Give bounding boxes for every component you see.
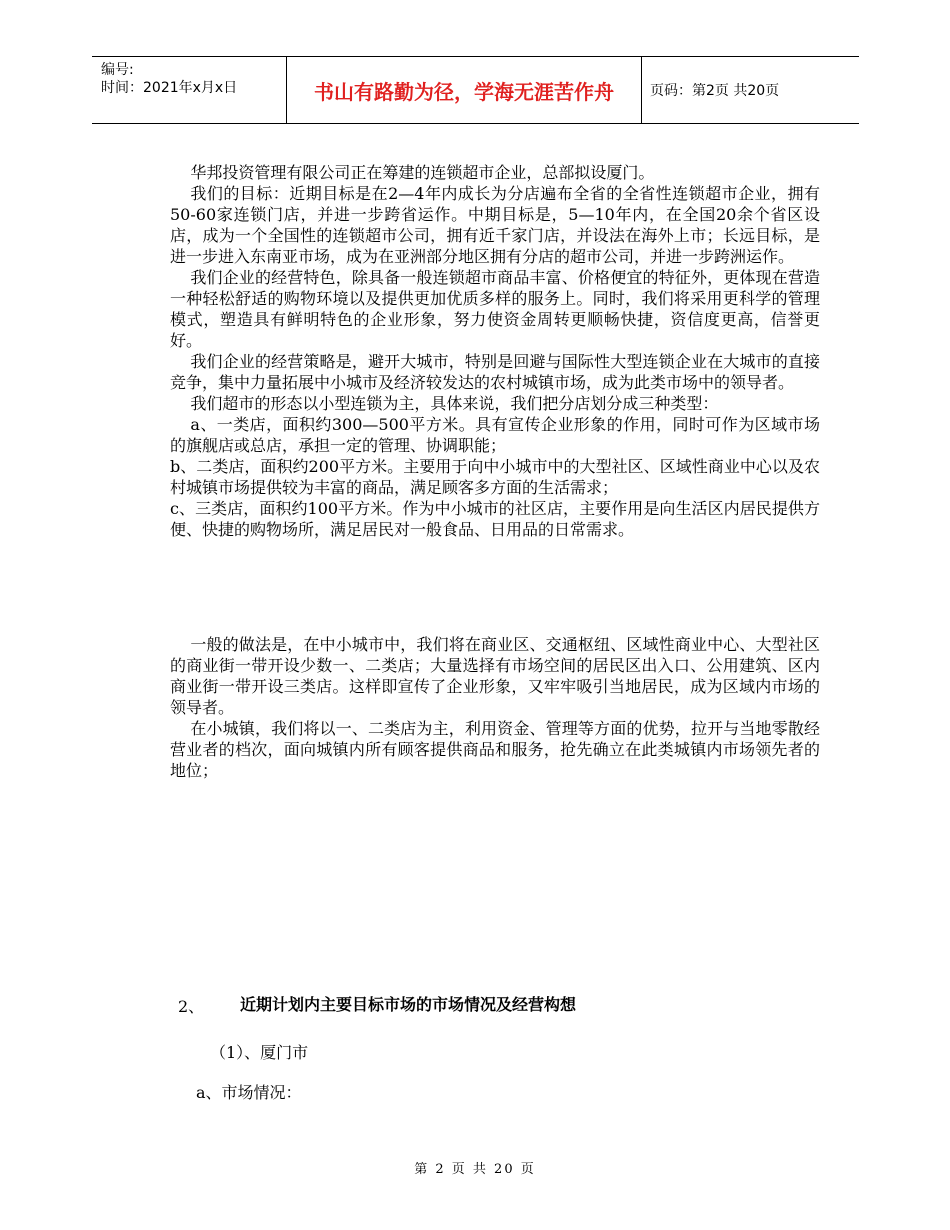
header-motto: 书山有路勤为径，学海无涯苦作舟 bbox=[314, 79, 614, 104]
paragraph-small-towns: 在小城镇，我们将以一、二类店为主，利用资金、管理等方面的优势，拉开与当地零散经营业者的档次，面向城镇内所有顾客提供商品和服务，抢先确立在此类城镇内市场领先者的地位； bbox=[170, 719, 820, 780]
document-body-continued bbox=[170, 634, 820, 781]
paragraph-goals: 我们的目标：近期目标是在2—4年内成长为分店遍布全省的全省性连锁超市企业，拥有50-60家连锁门店，并进一步跨省运作。中期目标是，5—10年内，在全国20余个省区设店，成为一个全国性的连锁超市公司，拥有近千家门店，并设法在海外上市；长远目标，是进一步进入东南亚市场，成为在亚洲部分地区拥有分店的超市公司，并进一步跨洲运作。 bbox=[170, 184, 820, 266]
subsection-title: （1）、厦门市 bbox=[210, 1043, 309, 1062]
header-page-info: 页码：第2页 共20页 bbox=[650, 83, 780, 99]
header-meta-cell bbox=[92, 57, 287, 123]
footer-page-number: 第 2 页 共 20 页 bbox=[414, 1162, 536, 1177]
paragraph-type-c: c、三类店，面积约100平方米。作为中小城市的社区店，主要作用是向生活区内居民提供方便、快捷的购物场所，满足居民对一般食品、日用品的日常需求。 bbox=[170, 499, 820, 539]
section-title: 近期计划内主要目标市场的市场情况及经营构想 bbox=[240, 995, 577, 1014]
page-footer bbox=[0, 1158, 950, 1177]
paragraph-features: 我们企业的经营特色，除具备一般连锁超市商品丰富、价格便宜的特征外，更体现在营造一种轻松舒适的购物环境以及提供更加优质多样的服务上。同时，我们将采用更科学的管理模式，塑造具有鲜明特色的企业形象，努力使资金周转更顺畅快捷，资信度更高，信誉更好。 bbox=[170, 268, 820, 350]
paragraph-type-a: a、一类店，面积约300—500平方米。具有宣传企业形象的作用，同时可作为区域市场的旗舰店或总店，承担一定的管理、协调职能； bbox=[170, 415, 820, 455]
document-number-label: 编号: bbox=[101, 62, 134, 78]
document-body bbox=[170, 162, 820, 540]
paragraph-type-b: b、二类店，面积约200平方米。主要用于向中小城市中的大型社区、区域性商业中心以及农村城镇市场提供较为丰富的商品，满足顾客多方面的生活需求； bbox=[170, 457, 820, 497]
header-page-cell bbox=[642, 57, 859, 123]
paragraph-store-types: 我们超市的形态以小型连锁为主，具体来说，我们把分店划分成三种类型： bbox=[190, 394, 719, 413]
paragraph-strategy: 我们企业的经营策略是，避开大城市，特别是回避与国际性大型连锁企业在大城市的直接竞争，集中力量拓展中小城市及经济较发达的农村城镇市场，成为此类市场中的领导者。 bbox=[170, 352, 820, 392]
paragraph-approach: 一般的做法是，在中小城市中，我们将在商业区、交通枢纽、区域性商业中心、大型社区的商业街一带开设少数一、二类店；大量选择有市场空间的居民区出入口、公用建筑、区内商业街一带开设三类店。这样即宣传了企业形象，又牢牢吸引当地居民，成为区域内市场的领导者。 bbox=[170, 635, 820, 717]
subsection-item: a、市场情况： bbox=[196, 1083, 302, 1102]
section-number: 2、 bbox=[178, 997, 205, 1016]
page-header bbox=[92, 56, 859, 124]
paragraph-intro: 华邦投资管理有限公司正在筹建的连锁超市企业，总部拟设厦门。 bbox=[190, 163, 655, 182]
document-time-label: 时间：2021年x月x日 bbox=[101, 80, 238, 96]
header-motto-cell bbox=[287, 57, 642, 123]
